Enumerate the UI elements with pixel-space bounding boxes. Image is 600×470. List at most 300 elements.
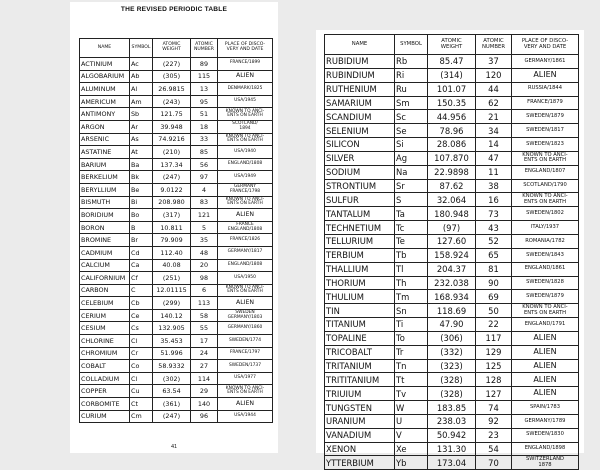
header-atomic-number: ATOMIC NUMBER xyxy=(476,35,512,55)
table-row xyxy=(325,387,579,401)
cell-number: 129 xyxy=(476,345,512,359)
cell-name: RUBINDIUM xyxy=(325,68,395,82)
cell-weight: (243) xyxy=(153,95,191,108)
cell-weight: (323) xyxy=(428,359,476,373)
cell-weight: 39.948 xyxy=(153,120,191,133)
table-row xyxy=(325,428,579,442)
cell-name: THORIUM xyxy=(325,276,395,290)
cell-name: CHLORINE xyxy=(80,335,130,348)
cell-weight: (227) xyxy=(153,58,191,71)
cell-number: 58 xyxy=(191,309,218,322)
cell-place-of-discovery: ENGLAND/1861 xyxy=(512,262,579,276)
cell-weight: 183.85 xyxy=(428,401,476,415)
cell-name: RUTHENIUM xyxy=(325,82,395,96)
left-page xyxy=(70,2,278,453)
cell-name: CHROMIUM xyxy=(80,347,130,360)
cell-place-of-discovery: USA/1977 xyxy=(218,372,273,385)
cell-number: 128 xyxy=(476,373,512,387)
cell-name: TITANIUM xyxy=(325,318,395,332)
cell-name: ALUMINUM xyxy=(80,83,130,96)
cell-place-of-discovery: KNOWN TO ANCI- ENTS ON EARTH xyxy=(218,108,273,121)
cell-name: TRICOBALT xyxy=(325,345,395,359)
cell-place-of-discovery: SWEDEN/1879 xyxy=(512,290,579,304)
cell-name: RUBIDIUM xyxy=(325,55,395,69)
cell-number: 90 xyxy=(476,276,512,290)
cell-symbol: Sb xyxy=(130,108,153,121)
cell-weight: 44.956 xyxy=(428,110,476,124)
cell-symbol: Bo xyxy=(130,209,153,222)
cell-symbol: Ru xyxy=(395,82,428,96)
cell-place-of-discovery: ALIEN xyxy=(512,387,579,401)
table-row xyxy=(80,309,273,322)
table-row xyxy=(80,83,273,96)
cell-number: 83 xyxy=(191,196,218,209)
table-row xyxy=(80,196,273,209)
cell-symbol: Si xyxy=(395,138,428,152)
cell-number: 48 xyxy=(191,246,218,259)
table-row xyxy=(325,304,579,318)
cell-place-of-discovery: ENGLAND/1807 xyxy=(512,165,579,179)
cell-name: TUNGSTEN xyxy=(325,401,395,415)
table-row xyxy=(325,318,579,332)
cell-weight: (302) xyxy=(153,372,191,385)
cell-symbol: Cs xyxy=(130,322,153,335)
cell-weight: 58.9332 xyxy=(153,360,191,373)
cell-number: 127 xyxy=(476,387,512,401)
cell-weight: 127.60 xyxy=(428,234,476,248)
cell-place-of-discovery: FRANCE/1797 xyxy=(218,347,273,360)
cell-number: 81 xyxy=(476,262,512,276)
cell-name: THALLIUM xyxy=(325,262,395,276)
cell-weight: 74.9216 xyxy=(153,133,191,146)
cell-symbol: Ab xyxy=(130,70,153,83)
table-row xyxy=(80,297,273,310)
cell-place-of-discovery: KNOWN TO ANCI- ENTS ON EARTH xyxy=(512,304,579,318)
table-row xyxy=(80,183,273,196)
cell-symbol: Ta xyxy=(395,207,428,221)
cell-name: ASTATINE xyxy=(80,146,130,159)
cell-symbol: U xyxy=(395,414,428,428)
cell-number: 4 xyxy=(191,183,218,196)
table-row xyxy=(80,322,273,335)
cell-place-of-discovery: ALIEN xyxy=(218,297,273,310)
cell-place-of-discovery: SWEDEN GERMANY/1803 xyxy=(218,309,273,322)
cell-weight: 232.038 xyxy=(428,276,476,290)
cell-symbol: Te xyxy=(395,234,428,248)
cell-number: 55 xyxy=(191,322,218,335)
cell-name: SODIUM xyxy=(325,165,395,179)
cell-place-of-discovery: ENGLAND/1808 xyxy=(218,259,273,272)
cell-weight: 204.37 xyxy=(428,262,476,276)
cell-name: CERIUM xyxy=(80,309,130,322)
cell-number: 52 xyxy=(476,234,512,248)
cell-weight: 79.909 xyxy=(153,234,191,247)
header-atomic-number: ATOMIC NUMBER xyxy=(191,39,218,58)
table-row xyxy=(80,209,273,222)
cell-weight: 173.04 xyxy=(428,456,476,470)
cell-weight: (361) xyxy=(153,398,191,411)
cell-name: ALGOBARIUM xyxy=(80,70,130,83)
cell-symbol: Co xyxy=(130,360,153,373)
cell-number: 5 xyxy=(191,221,218,234)
cell-place-of-discovery: SWEDEN/1802 xyxy=(512,207,579,221)
cell-symbol: Am xyxy=(130,95,153,108)
cell-symbol: Rb xyxy=(395,55,428,69)
cell-number: 56 xyxy=(191,158,218,171)
cell-weight: 132.905 xyxy=(153,322,191,335)
cell-place-of-discovery: ALIEN xyxy=(512,345,579,359)
cell-number: 74 xyxy=(476,401,512,415)
header-symbol: SYMBOL xyxy=(130,39,153,58)
cell-number: 115 xyxy=(191,70,218,83)
cell-symbol: Ba xyxy=(130,158,153,171)
cell-number: 34 xyxy=(476,124,512,138)
cell-place-of-discovery: SWEDEN/1817 xyxy=(512,124,579,138)
cell-symbol: Sm xyxy=(395,96,428,110)
table-row xyxy=(80,246,273,259)
cell-name: TRITITANIUM xyxy=(325,373,395,387)
cell-symbol: Ar xyxy=(130,120,153,133)
table-row xyxy=(80,158,273,171)
cell-symbol: Tc xyxy=(395,221,428,235)
page-title: THE REVISED PERIODIC TABLE xyxy=(120,6,228,13)
cell-number: 21 xyxy=(476,110,512,124)
cell-weight: 107.870 xyxy=(428,151,476,165)
cell-name: BERYLLIUM xyxy=(80,183,130,196)
cell-name: SAMARIUM xyxy=(325,96,395,110)
table-row xyxy=(80,259,273,272)
cell-name: TERBIUM xyxy=(325,248,395,262)
cell-weight: 50.942 xyxy=(428,428,476,442)
cell-place-of-discovery: USA/1944 xyxy=(218,410,273,423)
cell-place-of-discovery: ENGLAND/1791 xyxy=(512,318,579,332)
cell-symbol: Cl xyxy=(130,335,153,348)
cell-name: CORBOMITE xyxy=(80,398,130,411)
table-row xyxy=(325,55,579,69)
cell-place-of-discovery: USA/1945 xyxy=(218,95,273,108)
cell-number: 33 xyxy=(191,133,218,146)
table-row xyxy=(325,331,579,345)
table-body xyxy=(325,55,579,470)
cell-number: 65 xyxy=(476,248,512,262)
cell-place-of-discovery: SWITZERLAND 1878 xyxy=(512,456,579,470)
table-row xyxy=(80,347,273,360)
cell-weight: 112.40 xyxy=(153,246,191,259)
cell-number: 98 xyxy=(191,272,218,285)
cell-weight: (299) xyxy=(153,297,191,310)
cell-number: 54 xyxy=(476,442,512,456)
header-place-of-discovery: PLACE OF DISCO- VERY AND DATE xyxy=(512,35,579,55)
cell-number: 125 xyxy=(476,359,512,373)
cell-weight: 22.9898 xyxy=(428,165,476,179)
table-row xyxy=(80,58,273,71)
cell-place-of-discovery: DENMARK/1825 xyxy=(218,83,273,96)
table-row xyxy=(80,410,273,423)
cell-number: 38 xyxy=(476,179,512,193)
cell-weight: 140.12 xyxy=(153,309,191,322)
cell-symbol: Ce xyxy=(130,309,153,322)
cell-place-of-discovery: SWEDEN/1823 xyxy=(512,138,579,152)
cell-number: 11 xyxy=(476,165,512,179)
cell-place-of-discovery: KNOWN TO ANCI- ENTS ON EARTH xyxy=(218,196,273,209)
cell-name: SILVER xyxy=(325,151,395,165)
cell-place-of-discovery: ALIEN xyxy=(218,398,273,411)
cell-name: CURIUM xyxy=(80,410,130,423)
cell-weight: 158.924 xyxy=(428,248,476,262)
table-row xyxy=(325,262,579,276)
cell-name: CARBON xyxy=(80,284,130,297)
cell-number: 18 xyxy=(191,120,218,133)
cell-weight: 87.62 xyxy=(428,179,476,193)
cell-name: TRITANIUM xyxy=(325,359,395,373)
cell-symbol: Cm xyxy=(130,410,153,423)
cell-number: 140 xyxy=(191,398,218,411)
cell-symbol: Se xyxy=(395,124,428,138)
cell-number: 20 xyxy=(191,259,218,272)
cell-number: 120 xyxy=(476,68,512,82)
cell-place-of-discovery: FRANCE ENGLAND/1808 xyxy=(218,221,273,234)
table-row xyxy=(325,96,579,110)
cell-symbol: As xyxy=(130,133,153,146)
cell-place-of-discovery: FRANCE/1826 xyxy=(218,234,273,247)
cell-number: 97 xyxy=(191,171,218,184)
table-row xyxy=(325,193,579,207)
cell-number: 27 xyxy=(191,360,218,373)
cell-weight: (332) xyxy=(428,345,476,359)
cell-name: YTTERBIUM xyxy=(325,456,395,470)
table-row xyxy=(80,221,273,234)
cell-weight: 208.980 xyxy=(153,196,191,209)
cell-weight: 9.0122 xyxy=(153,183,191,196)
table-row xyxy=(80,70,273,83)
cell-number: 69 xyxy=(476,290,512,304)
table-row xyxy=(325,124,579,138)
cell-number: 62 xyxy=(476,96,512,110)
cell-place-of-discovery: ALIEN xyxy=(512,359,579,373)
cell-number: 85 xyxy=(191,146,218,159)
cell-number: 92 xyxy=(476,414,512,428)
cell-place-of-discovery: KNOWN TO ANCI- ENTS ON EARTH xyxy=(218,284,273,297)
cell-number: 24 xyxy=(191,347,218,360)
cell-name: TECHNETIUM xyxy=(325,221,395,235)
cell-name: COBALT xyxy=(80,360,130,373)
cell-name: TELLURIUM xyxy=(325,234,395,248)
cell-name: SULFUR xyxy=(325,193,395,207)
table-row xyxy=(80,171,273,184)
cell-name: STRONTIUM xyxy=(325,179,395,193)
cell-name: CALIFORNIUM xyxy=(80,272,130,285)
table-row xyxy=(325,442,579,456)
cell-number: 70 xyxy=(476,456,512,470)
cell-weight: (305) xyxy=(153,70,191,83)
cell-number: 37 xyxy=(476,55,512,69)
cell-weight: (247) xyxy=(153,410,191,423)
cell-place-of-discovery: KNOWN TO ANCI- ENTS ON EARTH xyxy=(512,193,579,207)
table-row xyxy=(80,272,273,285)
table-row xyxy=(325,248,579,262)
cell-name: ARSENIC xyxy=(80,133,130,146)
cell-symbol: Sn xyxy=(395,304,428,318)
cell-symbol: Xe xyxy=(395,442,428,456)
table-header-row xyxy=(325,35,579,55)
cell-weight: (210) xyxy=(153,146,191,159)
cell-name: XENON xyxy=(325,442,395,456)
cell-symbol: Bi xyxy=(130,196,153,209)
cell-number: 73 xyxy=(476,207,512,221)
cell-symbol: Th xyxy=(395,276,428,290)
cell-symbol: C xyxy=(130,284,153,297)
cell-place-of-discovery: ALIEN xyxy=(218,209,273,222)
table-row xyxy=(80,385,273,398)
table-row xyxy=(325,151,579,165)
cell-weight: 150.35 xyxy=(428,96,476,110)
cell-symbol: Ri xyxy=(395,68,428,82)
cell-symbol: S xyxy=(395,193,428,207)
cell-symbol: Tv xyxy=(395,387,428,401)
cell-symbol: Ti xyxy=(395,318,428,332)
table-row xyxy=(325,165,579,179)
header-name: NAME xyxy=(325,35,395,55)
cell-symbol: Al xyxy=(130,83,153,96)
cell-weight: (251) xyxy=(153,272,191,285)
cell-place-of-discovery: USA/1949 xyxy=(218,171,273,184)
cell-weight: 35.453 xyxy=(153,335,191,348)
cell-name: BISMUTH xyxy=(80,196,130,209)
cell-weight: 168.934 xyxy=(428,290,476,304)
cell-symbol: Yb xyxy=(395,456,428,470)
cell-place-of-discovery: SWEDEN/1843 xyxy=(512,248,579,262)
cell-weight: 12.01115 xyxy=(153,284,191,297)
cell-place-of-discovery: GERMANY/1861 xyxy=(512,55,579,69)
cell-number: 117 xyxy=(476,331,512,345)
cell-place-of-discovery: SWEDEN/1830 xyxy=(512,428,579,442)
cell-symbol: Sr xyxy=(395,179,428,193)
cell-weight: 32.064 xyxy=(428,193,476,207)
table-row xyxy=(325,234,579,248)
cell-symbol: At xyxy=(130,146,153,159)
table-row xyxy=(80,95,273,108)
cell-weight: 118.69 xyxy=(428,304,476,318)
cell-place-of-discovery: KNOWN TO ANCI- ENTS ON EARTH xyxy=(218,133,273,146)
cell-weight: 51.996 xyxy=(153,347,191,360)
cell-name: CELEBIUM xyxy=(80,297,130,310)
table-row xyxy=(80,108,273,121)
cell-name: THULIUM xyxy=(325,290,395,304)
table-row xyxy=(325,138,579,152)
cell-weight: 47.90 xyxy=(428,318,476,332)
cell-place-of-discovery: USA/1940 xyxy=(218,146,273,159)
cell-number: 47 xyxy=(476,151,512,165)
table-row xyxy=(80,398,273,411)
cell-name: BARIUM xyxy=(80,158,130,171)
header-symbol: SYMBOL xyxy=(395,35,428,55)
cell-name: TANTALUM xyxy=(325,207,395,221)
cell-name: CALCIUM xyxy=(80,259,130,272)
cell-weight: 131.30 xyxy=(428,442,476,456)
cell-name: SILICON xyxy=(325,138,395,152)
table-row xyxy=(325,373,579,387)
table-row xyxy=(325,290,579,304)
cell-number: 121 xyxy=(191,209,218,222)
cell-weight: (314) xyxy=(428,68,476,82)
cell-name: BORON xyxy=(80,221,130,234)
table-row xyxy=(325,179,579,193)
table-row xyxy=(325,359,579,373)
header-atomic-weight: ATOMIC WEIGHT xyxy=(428,35,476,55)
table-row xyxy=(325,82,579,96)
cell-place-of-discovery: SPAIN/1783 xyxy=(512,401,579,415)
cell-place-of-discovery: ALIEN xyxy=(512,331,579,345)
cell-weight: (97) xyxy=(428,221,476,235)
cell-symbol: Ag xyxy=(395,151,428,165)
table-row xyxy=(80,360,273,373)
cell-weight: 10.811 xyxy=(153,221,191,234)
cell-place-of-discovery: SCOTLAND/1790 xyxy=(512,179,579,193)
cell-symbol: Tr xyxy=(395,345,428,359)
cell-place-of-discovery: ROMANIA/1782 xyxy=(512,234,579,248)
cell-symbol: Cu xyxy=(130,385,153,398)
cell-name: SCANDIUM xyxy=(325,110,395,124)
cell-place-of-discovery: FRANCE/1879 xyxy=(512,96,579,110)
cell-number: 43 xyxy=(476,221,512,235)
cell-symbol: Sc xyxy=(395,110,428,124)
cell-symbol: Br xyxy=(130,234,153,247)
cell-place-of-discovery: GERMANY FRANCE/1798 xyxy=(218,183,273,196)
cell-number: 51 xyxy=(191,108,218,121)
header-atomic-weight: ATOMIC WEIGHT xyxy=(153,39,191,58)
cell-place-of-discovery: ALIEN xyxy=(512,373,579,387)
cell-number: 16 xyxy=(476,193,512,207)
cell-name: BROMINE xyxy=(80,234,130,247)
cell-symbol: Tb xyxy=(395,248,428,262)
cell-symbol: Cd xyxy=(130,246,153,259)
cell-place-of-discovery: SWEDEN/1828 xyxy=(512,276,579,290)
cell-place-of-discovery: SWEDEN/1737 xyxy=(218,360,273,373)
table-row xyxy=(325,345,579,359)
cell-number: 17 xyxy=(191,335,218,348)
cell-weight: 85.47 xyxy=(428,55,476,69)
cell-number: 96 xyxy=(191,410,218,423)
cell-place-of-discovery: GERMANY/1860 xyxy=(218,322,273,335)
table-body xyxy=(80,58,273,423)
cell-number: 13 xyxy=(191,83,218,96)
table-header-row xyxy=(80,39,273,58)
cell-name: TOPALINE xyxy=(325,331,395,345)
cell-name: SELENIUM xyxy=(325,124,395,138)
cell-place-of-discovery: GERMANY/1789 xyxy=(512,414,579,428)
cell-name: CESIUM xyxy=(80,322,130,335)
table-row xyxy=(325,401,579,415)
cell-symbol: Cl xyxy=(130,372,153,385)
cell-number: 29 xyxy=(191,385,218,398)
cell-number: 6 xyxy=(191,284,218,297)
cell-symbol: Na xyxy=(395,165,428,179)
cell-number: 95 xyxy=(191,95,218,108)
cell-place-of-discovery: ALIEN xyxy=(512,68,579,82)
cell-weight: 40.08 xyxy=(153,259,191,272)
cell-place-of-discovery: GERMANY/1817 xyxy=(218,246,273,259)
cell-name: ACTINIUM xyxy=(80,58,130,71)
cell-place-of-discovery: SWEDEN/1879 xyxy=(512,110,579,124)
cell-number: 89 xyxy=(191,58,218,71)
cell-weight: 63.54 xyxy=(153,385,191,398)
cell-weight: (328) xyxy=(428,387,476,401)
table-row xyxy=(325,68,579,82)
cell-name: TIN xyxy=(325,304,395,318)
cell-weight: 180.948 xyxy=(428,207,476,221)
cell-number: 114 xyxy=(191,372,218,385)
header-place-of-discovery: PLACE OF DISCO- VERY AND DATE xyxy=(218,39,273,58)
